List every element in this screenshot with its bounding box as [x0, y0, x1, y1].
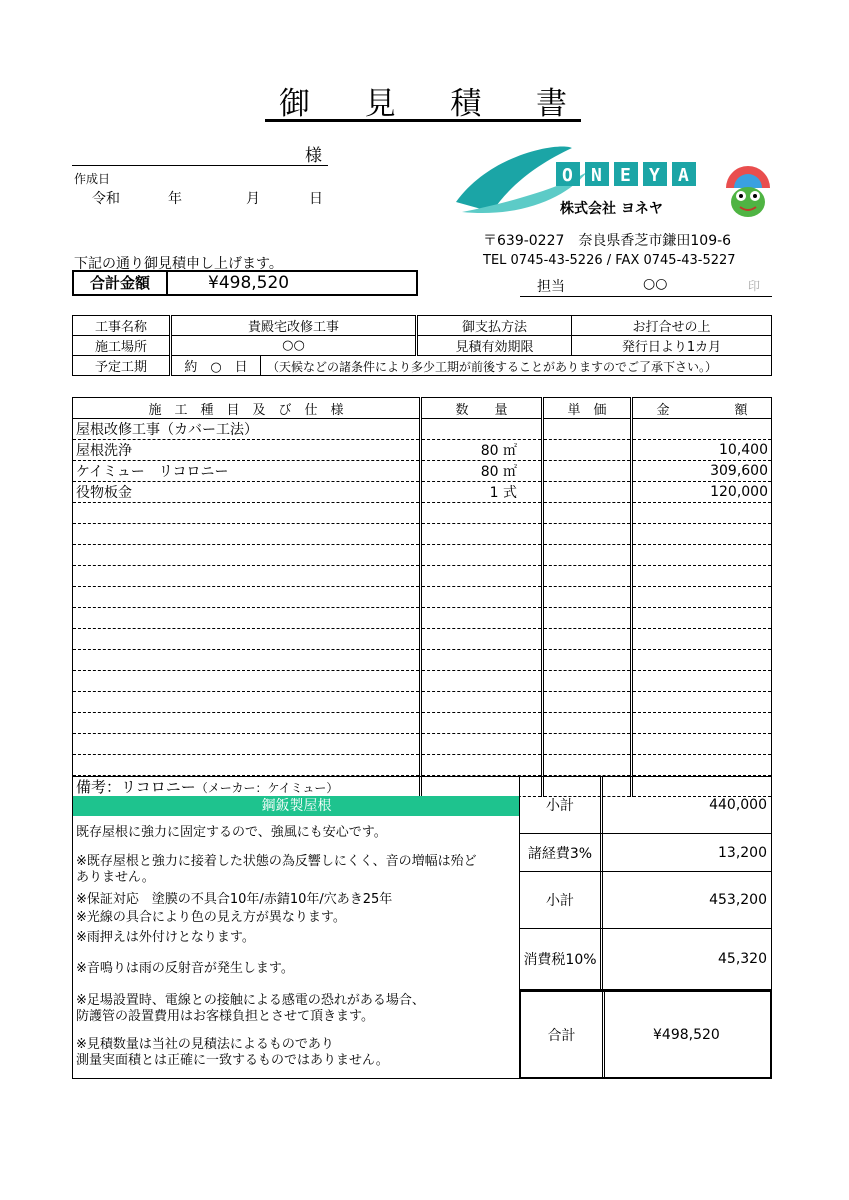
- info-table: [72, 315, 772, 376]
- note-line: ※音鳴りは雨の反射音が発生します。: [76, 961, 294, 976]
- col-amount-header: 金 額: [632, 398, 772, 419]
- summary-label: 消費税10%: [519, 929, 603, 989]
- table-row: [73, 419, 772, 440]
- notes-heading-main: 備考：リコロニー: [76, 778, 196, 796]
- tanto-label: 担当: [537, 279, 565, 295]
- col-item-header: 施 工 種 目 及 び 仕 様: [73, 398, 421, 419]
- table-row: [73, 482, 772, 503]
- bottom-section: [72, 776, 772, 1079]
- koji-label: 工事名称: [73, 316, 171, 336]
- subtotal2-row: [519, 872, 772, 929]
- row-amount: 10,400: [632, 440, 772, 461]
- total-label: 合計金額: [74, 272, 168, 294]
- summary-label: 諸経費3%: [519, 834, 603, 871]
- note-line: ※雨押えは外付けとなります。: [76, 930, 255, 945]
- date-label: 作成日: [74, 172, 111, 186]
- notes-heading: [76, 779, 338, 796]
- empty-row: [73, 713, 772, 734]
- note-line: ※足場設置時、電線との接触による感電の恐れがある場合、: [76, 993, 425, 1008]
- place-label: 施工場所: [73, 336, 171, 356]
- empty-row: [73, 692, 772, 713]
- summary-value: ¥498,520: [653, 1026, 720, 1043]
- col-qty-header: 数 量: [421, 398, 543, 419]
- empty-row: [73, 503, 772, 524]
- title-char: 積: [450, 86, 482, 122]
- note-line: 測量実面積とは正確に一致するものではありません。: [76, 1053, 389, 1068]
- pay-value: お打合せの上: [572, 316, 772, 336]
- row-unit: [543, 419, 632, 440]
- summary-label: 小計: [519, 777, 603, 833]
- row-amount: 309,600: [632, 461, 772, 482]
- mascot-frog-icon: [722, 166, 774, 222]
- notes-box: [72, 777, 519, 1079]
- material-banner: 鋼鈑製屋根: [73, 796, 520, 816]
- period-value: 約 ○ 日: [172, 356, 261, 375]
- row-qty: 80 ㎡: [421, 440, 543, 461]
- company-tel: TEL 0745-43-5226 / FAX 0745-43-5227: [483, 253, 736, 268]
- company-name: 株式会社 ヨネヤ: [560, 201, 663, 217]
- note-line: ありません。: [76, 870, 155, 885]
- summary-value: 453,200: [603, 872, 772, 928]
- page-title: [265, 86, 581, 122]
- period-note: （天候などの諸条件により多少工期が前後することがありますのでご了承下さい。）: [267, 360, 718, 374]
- empty-row: [73, 629, 772, 650]
- empty-row: [73, 545, 772, 566]
- items-table: [72, 397, 772, 797]
- empty-row: [73, 650, 772, 671]
- period-cell: [171, 356, 772, 376]
- tanto-value: ○○: [643, 276, 668, 292]
- logo-letter: Y: [649, 165, 660, 186]
- summary-value: 13,200: [603, 834, 772, 871]
- date-era: 令和: [92, 191, 120, 207]
- note-line: ※既存屋根と強力に接着した状態の為反響しにくく、音の増幅は殆ど: [76, 854, 477, 869]
- grand-total-row: [519, 990, 772, 1079]
- empty-row: [73, 734, 772, 755]
- period-label: 予定工期: [73, 356, 171, 376]
- koji-value: 貴殿宅改修工事: [171, 316, 417, 336]
- note-line: 既存屋根に強力に固定するので、強風にも安心です。: [76, 825, 387, 840]
- note-line: 防護管の設置費用はお客様負担とさせて頂きます。: [76, 1009, 374, 1024]
- logo-letter: A: [678, 165, 689, 186]
- items-header: [73, 398, 772, 419]
- summary-box: [519, 777, 772, 1079]
- date-month: 月: [246, 191, 260, 207]
- pay-label: 御支払方法: [417, 316, 572, 336]
- row-unit: [543, 440, 632, 461]
- title-char: 書: [535, 86, 567, 122]
- subtotal-row: [519, 777, 772, 834]
- date-year: 年: [168, 191, 182, 207]
- logo-letter: O: [562, 165, 573, 186]
- row-item: 屋根洗浄: [73, 440, 421, 461]
- logo-letter: E: [620, 165, 631, 186]
- stamp-mark: 印: [748, 279, 761, 293]
- table-row: [73, 461, 772, 482]
- notes-heading-sub: （メーカー：ケイミュー）: [195, 781, 339, 795]
- tax-row: [519, 929, 772, 990]
- row-item: ケイミュー リコロニー: [73, 461, 421, 482]
- total-value: ¥498,520: [208, 273, 290, 293]
- row-item: 屋根改修工事（カバー工法）: [73, 419, 421, 440]
- valid-value: 発行日より1カ月: [572, 336, 772, 356]
- note-line: ※見積数量は当社の見積法によるものであり: [76, 1037, 334, 1052]
- place-value: ○○: [171, 336, 417, 356]
- recipient-line: [72, 165, 328, 166]
- date-day: 日: [309, 191, 323, 207]
- table-row: [73, 440, 772, 461]
- company-address: 〒639-0227 奈良県香芝市鎌田109-6: [483, 233, 732, 249]
- honorific: 様: [305, 146, 322, 166]
- total-box: [72, 270, 418, 296]
- intro-text: 下記の通り御見積申し上げます。: [74, 256, 283, 272]
- empty-row: [73, 566, 772, 587]
- note-line: ※保証対応 塗膜の不具合10年/赤錆10年/穴あき25年: [76, 892, 393, 907]
- row-unit: [543, 482, 632, 503]
- empty-row: [73, 608, 772, 629]
- logo-letter: N: [591, 165, 602, 186]
- summary-label: 合計: [521, 992, 605, 1077]
- col-unit-header: 単 価: [543, 398, 632, 419]
- empty-row: [73, 755, 772, 776]
- expense-row: [519, 834, 772, 872]
- row-amount: 120,000: [632, 482, 772, 503]
- note-line: ※光線の具合により色の見え方が異なります。: [76, 910, 346, 925]
- title-char: 御: [279, 86, 310, 122]
- empty-row: [73, 587, 772, 608]
- summary-value: 45,320: [603, 929, 772, 989]
- row-qty: [421, 419, 543, 440]
- row-qty: 1 式: [421, 482, 543, 503]
- empty-row: [73, 524, 772, 545]
- summary-value: 440,000: [603, 777, 772, 833]
- row-item: 役物板金: [73, 482, 421, 503]
- valid-label: 見積有効期限: [417, 336, 572, 356]
- tanto-line: [520, 296, 772, 297]
- row-qty: 80 ㎡: [421, 461, 543, 482]
- row-amount: [632, 419, 772, 440]
- title-char: 見: [364, 86, 396, 122]
- row-unit: [543, 461, 632, 482]
- empty-row: [73, 671, 772, 692]
- summary-label: 小計: [519, 872, 603, 928]
